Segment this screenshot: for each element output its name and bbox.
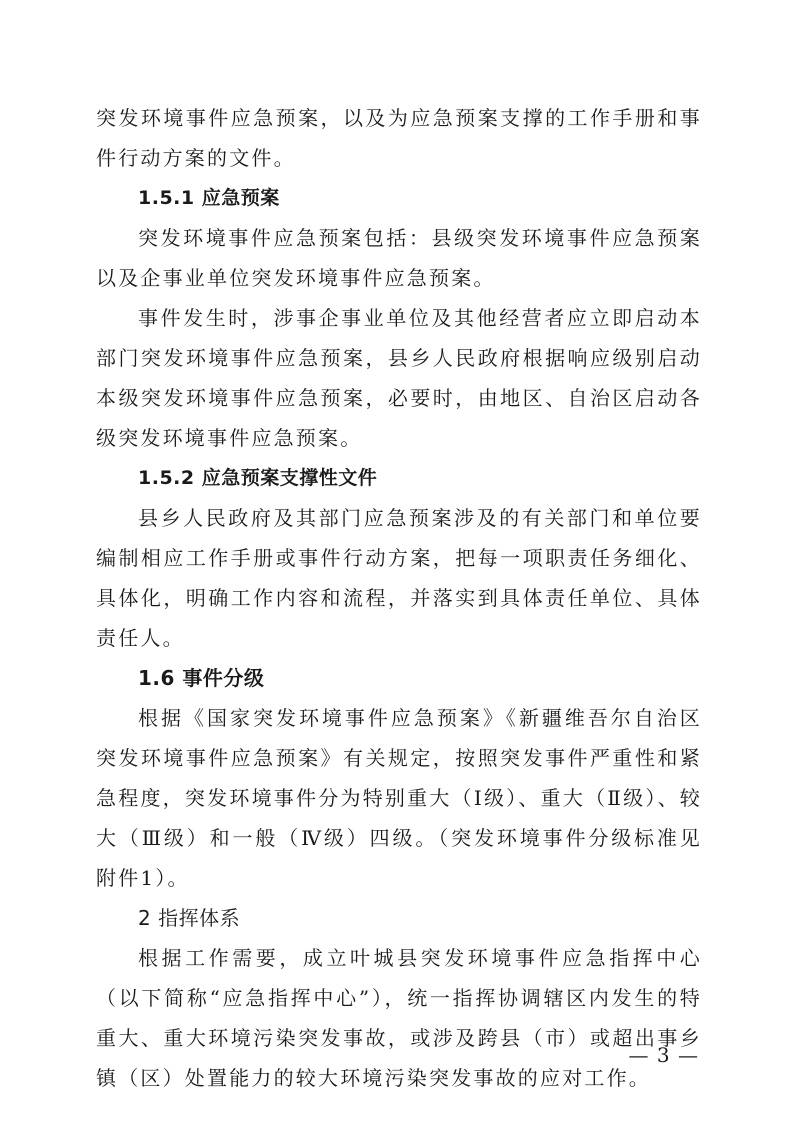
paragraph-command-center: 根据工作需要，成立叶城县突发环境事件应急指挥中心（以下简称“应急指挥中心”），统一指挥协调辖区内发生的特重大、重大环境污染突发事故，或涉及跨县（市）或超出事乡镇（区）处置能力的较大环境污染突发事故的应对工作。 (96, 946, 702, 1090)
paragraph-incident-classification: 根据《国家突发环境事件应急预案》《新疆维吾尔自治区突发环境事件应急预案》有关规定，按照突发事件严重性和紧急程度，突发环境事件分为特别重大（Ⅰ级）、重大（Ⅱ级）、较大（Ⅲ级）和一般（Ⅳ级）四级。（突发环境事件分级标准见附件1）。 (96, 706, 702, 890)
section-heading-1-5-2: 1.5.2 应急预案支撑性文件 (138, 467, 378, 489)
section-heading-1-6: 1.6 事件分级 (138, 666, 265, 690)
paragraph-incident-activation: 事件发生时，涉事企事业单位及其他经营者应立即启动本部门突发环境事件应急预案，县乡人民政府根据响应级别启动本级突发环境事件应急预案，必要时，由地区、自治区启动各级突发环境事件应急预案。 (96, 306, 702, 450)
document-body (96, 98, 702, 1098)
paragraph-emergency-plan-scope: 突发环境事件应急预案包括：县级突发环境事件应急预案以及企事业单位突发环境事件应急预案。 (96, 226, 702, 290)
section-heading-2: 2 指挥体系 (138, 906, 241, 930)
section-heading-1-5-1: 1.5.1 应急预案 (138, 187, 280, 209)
page-number: — 3 — (628, 1043, 699, 1067)
paragraph-supporting-documents: 县乡人民政府及其部门应急预案涉及的有关部门和单位要编制相应工作手册或事件行动方案，把每一项职责任务细化、具体化，明确工作内容和流程，并落实到具体责任单位、具体责任人。 (96, 506, 702, 650)
paragraph-intro-continuation: 突发环境事件应急预案，以及为应急预案支撑的工作手册和事件行动方案的文件。 (96, 106, 702, 170)
